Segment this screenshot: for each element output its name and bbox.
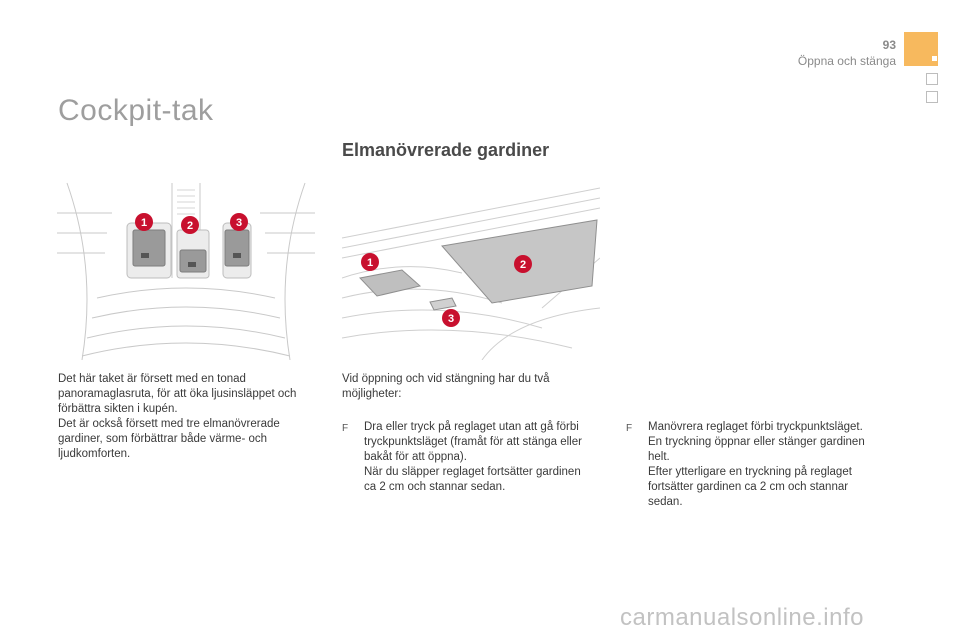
chapter-tab-marker — [932, 56, 937, 61]
callout-1-label: 1 — [366, 257, 374, 269]
page-number: 93 — [882, 38, 896, 52]
chapter-tab-box — [926, 91, 938, 103]
text-line: Efter ytterligare en tryckning på reglaget — [648, 466, 852, 478]
text-line: ljudkomforten. — [58, 448, 131, 460]
text-line: En tryckning öppnar eller stänger gardinen — [648, 436, 865, 448]
text-line: förbättra sikten i kupén. — [58, 403, 178, 415]
text-line: sedan. — [648, 496, 683, 508]
text-line: bakåt för att öppna). — [364, 451, 467, 463]
callout-1-label: 1 — [140, 217, 148, 229]
chapter-tab-box — [926, 73, 938, 85]
text-line: panoramaglasruta, för att öka ljusinsläppet och — [58, 388, 297, 400]
text-line: fortsätter gardinen ca 2 cm och stannar — [648, 481, 849, 493]
callout-3-label: 3 — [235, 217, 243, 229]
bullet-item-full-travel — [626, 420, 888, 510]
text-line: möjligheter: — [342, 388, 402, 400]
text-line: Vid öppning och vid stängning har du två — [342, 373, 550, 385]
intro-paragraph — [58, 372, 320, 462]
text-line: Det är också försett med tre elmanövrerade — [58, 418, 280, 430]
bullet-item-push-pull — [342, 420, 604, 495]
text-line: När du släpper reglaget fortsätter gardinen — [364, 466, 581, 478]
text-line: Det här taket är försett med en tonad — [58, 373, 246, 385]
section-heading: Elmanövrerade gardiner — [342, 140, 550, 160]
callout-2-label: 2 — [186, 220, 194, 232]
callout-3-label: 3 — [447, 313, 455, 325]
text-line: gardiner, som förbättrar både värme- och — [58, 433, 268, 445]
bullet-marker-icon: F — [342, 423, 349, 434]
text-line: ca 2 cm och stannar sedan. — [364, 481, 506, 493]
text-line: helt. — [648, 451, 670, 463]
section-title: Öppna och stänga — [797, 54, 896, 68]
watermark-text: carmanualsonline.info — [620, 604, 864, 631]
text-line: Manövrera reglaget förbi tryckpunktsläget. — [648, 421, 863, 433]
overhead-console-illustration — [57, 178, 315, 360]
callout-2-label: 2 — [519, 259, 527, 271]
chapter-title: Cockpit-tak — [58, 94, 214, 127]
roof-blinds-illustration — [342, 178, 600, 360]
bullet-marker-icon: F — [626, 423, 633, 434]
text-line: Dra eller tryck på reglaget utan att gå förbi — [364, 421, 579, 433]
options-intro — [342, 372, 592, 402]
text-line: tryckpunktsläget (framåt för att stänga eller — [364, 436, 582, 448]
